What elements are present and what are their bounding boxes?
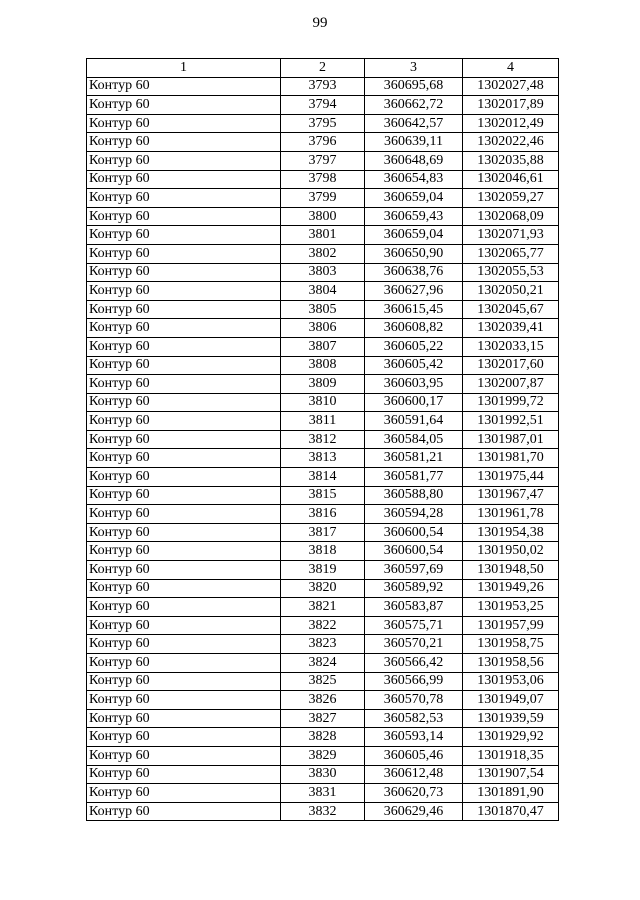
table-row <box>87 746 559 765</box>
point-number-cell: 3815 <box>281 486 365 505</box>
x-coordinate-cell: 360588,80 <box>365 486 463 505</box>
contour-name-cell: Контур 60 <box>87 746 281 765</box>
table-row <box>87 542 559 561</box>
y-coordinate-cell: 1301992,51 <box>463 412 559 431</box>
contour-name-cell: Контур 60 <box>87 505 281 524</box>
y-coordinate-cell: 1301907,54 <box>463 765 559 784</box>
point-number-cell: 3820 <box>281 579 365 598</box>
y-coordinate-cell: 1301949,26 <box>463 579 559 598</box>
contour-name-cell: Контур 60 <box>87 337 281 356</box>
table-row <box>87 77 559 96</box>
y-coordinate-cell: 1302017,89 <box>463 96 559 115</box>
point-number-cell: 3832 <box>281 802 365 821</box>
y-coordinate-cell: 1301929,92 <box>463 728 559 747</box>
point-number-cell: 3803 <box>281 263 365 282</box>
y-coordinate-cell: 1302039,41 <box>463 319 559 338</box>
y-coordinate-cell: 1301999,72 <box>463 393 559 412</box>
point-number-cell: 3810 <box>281 393 365 412</box>
point-number-cell: 3794 <box>281 96 365 115</box>
header-col-4: 4 <box>463 59 559 78</box>
x-coordinate-cell: 360581,21 <box>365 449 463 468</box>
x-coordinate-cell: 360600,17 <box>365 393 463 412</box>
point-number-cell: 3812 <box>281 430 365 449</box>
contour-name-cell: Контур 60 <box>87 728 281 747</box>
contour-name-cell: Контур 60 <box>87 765 281 784</box>
point-number-cell: 3824 <box>281 654 365 673</box>
x-coordinate-cell: 360695,68 <box>365 77 463 96</box>
y-coordinate-cell: 1301958,75 <box>463 635 559 654</box>
contour-name-cell: Контур 60 <box>87 523 281 542</box>
x-coordinate-cell: 360570,21 <box>365 635 463 654</box>
point-number-cell: 3793 <box>281 77 365 96</box>
y-coordinate-cell: 1301918,35 <box>463 746 559 765</box>
y-coordinate-cell: 1301987,01 <box>463 430 559 449</box>
contour-name-cell: Контур 60 <box>87 226 281 245</box>
x-coordinate-cell: 360605,22 <box>365 337 463 356</box>
point-number-cell: 3804 <box>281 282 365 301</box>
contour-name-cell: Контур 60 <box>87 616 281 635</box>
point-number-cell: 3796 <box>281 133 365 152</box>
table-row <box>87 579 559 598</box>
y-coordinate-cell: 1302017,60 <box>463 356 559 375</box>
x-coordinate-cell: 360591,64 <box>365 412 463 431</box>
table-row <box>87 114 559 133</box>
table-row <box>87 282 559 301</box>
header-col-2: 2 <box>281 59 365 78</box>
contour-name-cell: Контур 60 <box>87 709 281 728</box>
point-number-cell: 3822 <box>281 616 365 635</box>
x-coordinate-cell: 360593,14 <box>365 728 463 747</box>
point-number-cell: 3809 <box>281 375 365 394</box>
table-row <box>87 263 559 282</box>
table-row <box>87 319 559 338</box>
y-coordinate-cell: 1301953,06 <box>463 672 559 691</box>
contour-name-cell: Контур 60 <box>87 189 281 208</box>
y-coordinate-cell: 1302071,93 <box>463 226 559 245</box>
x-coordinate-cell: 360570,78 <box>365 691 463 710</box>
contour-name-cell: Контур 60 <box>87 114 281 133</box>
y-coordinate-cell: 1302033,15 <box>463 337 559 356</box>
y-coordinate-cell: 1302012,49 <box>463 114 559 133</box>
table-row <box>87 226 559 245</box>
y-coordinate-cell: 1302035,88 <box>463 151 559 170</box>
table-row <box>87 635 559 654</box>
contour-name-cell: Контур 60 <box>87 691 281 710</box>
contour-name-cell: Контур 60 <box>87 542 281 561</box>
point-number-cell: 3797 <box>281 151 365 170</box>
y-coordinate-cell: 1301981,70 <box>463 449 559 468</box>
contour-name-cell: Контур 60 <box>87 598 281 617</box>
contour-name-cell: Контур 60 <box>87 96 281 115</box>
y-coordinate-cell: 1301948,50 <box>463 561 559 580</box>
contour-name-cell: Контур 60 <box>87 430 281 449</box>
x-coordinate-cell: 360642,57 <box>365 114 463 133</box>
y-coordinate-cell: 1301950,02 <box>463 542 559 561</box>
table-row <box>87 802 559 821</box>
x-coordinate-cell: 360662,72 <box>365 96 463 115</box>
contour-name-cell: Контур 60 <box>87 672 281 691</box>
y-coordinate-cell: 1302045,67 <box>463 300 559 319</box>
y-coordinate-cell: 1301949,07 <box>463 691 559 710</box>
y-coordinate-cell: 1301967,47 <box>463 486 559 505</box>
table-row <box>87 96 559 115</box>
table-row <box>87 654 559 673</box>
x-coordinate-cell: 360581,77 <box>365 468 463 487</box>
x-coordinate-cell: 360600,54 <box>365 542 463 561</box>
table-row <box>87 468 559 487</box>
contour-name-cell: Контур 60 <box>87 170 281 189</box>
contour-name-cell: Контур 60 <box>87 468 281 487</box>
contour-name-cell: Контур 60 <box>87 207 281 226</box>
point-number-cell: 3806 <box>281 319 365 338</box>
x-coordinate-cell: 360659,43 <box>365 207 463 226</box>
table-row <box>87 486 559 505</box>
contour-name-cell: Контур 60 <box>87 784 281 803</box>
point-number-cell: 3811 <box>281 412 365 431</box>
x-coordinate-cell: 360629,46 <box>365 802 463 821</box>
point-number-cell: 3821 <box>281 598 365 617</box>
x-coordinate-cell: 360608,82 <box>365 319 463 338</box>
x-coordinate-cell: 360605,46 <box>365 746 463 765</box>
table-row <box>87 765 559 784</box>
point-number-cell: 3802 <box>281 244 365 263</box>
x-coordinate-cell: 360566,99 <box>365 672 463 691</box>
contour-name-cell: Контур 60 <box>87 635 281 654</box>
x-coordinate-cell: 360654,83 <box>365 170 463 189</box>
table-row <box>87 207 559 226</box>
y-coordinate-cell: 1301961,78 <box>463 505 559 524</box>
point-number-cell: 3829 <box>281 746 365 765</box>
header-row <box>87 59 559 78</box>
table-row <box>87 133 559 152</box>
x-coordinate-cell: 360648,69 <box>365 151 463 170</box>
x-coordinate-cell: 360615,45 <box>365 300 463 319</box>
table-row <box>87 709 559 728</box>
x-coordinate-cell: 360575,71 <box>365 616 463 635</box>
y-coordinate-cell: 1302027,48 <box>463 77 559 96</box>
point-number-cell: 3823 <box>281 635 365 654</box>
y-coordinate-cell: 1302046,61 <box>463 170 559 189</box>
x-coordinate-cell: 360627,96 <box>365 282 463 301</box>
x-coordinate-cell: 360594,28 <box>365 505 463 524</box>
x-coordinate-cell: 360612,48 <box>365 765 463 784</box>
point-number-cell: 3825 <box>281 672 365 691</box>
y-coordinate-cell: 1301954,38 <box>463 523 559 542</box>
table-row <box>87 728 559 747</box>
point-number-cell: 3800 <box>281 207 365 226</box>
y-coordinate-cell: 1301958,56 <box>463 654 559 673</box>
x-coordinate-cell: 360605,42 <box>365 356 463 375</box>
x-coordinate-cell: 360603,95 <box>365 375 463 394</box>
point-number-cell: 3801 <box>281 226 365 245</box>
table-row <box>87 337 559 356</box>
contour-name-cell: Контур 60 <box>87 356 281 375</box>
table-row <box>87 616 559 635</box>
table-row <box>87 523 559 542</box>
table-row <box>87 784 559 803</box>
y-coordinate-cell: 1301953,25 <box>463 598 559 617</box>
contour-name-cell: Контур 60 <box>87 449 281 468</box>
y-coordinate-cell: 1302050,21 <box>463 282 559 301</box>
page-number: 99 <box>312 15 328 31</box>
point-number-cell: 3827 <box>281 709 365 728</box>
table-row <box>87 189 559 208</box>
table-row <box>87 412 559 431</box>
table-row <box>87 300 559 319</box>
table-row <box>87 375 559 394</box>
header-col-1: 1 <box>87 59 281 78</box>
table-row <box>87 598 559 617</box>
table-row <box>87 151 559 170</box>
table-row <box>87 244 559 263</box>
contour-name-cell: Контур 60 <box>87 486 281 505</box>
table-row <box>87 449 559 468</box>
table-row <box>87 356 559 375</box>
point-number-cell: 3816 <box>281 505 365 524</box>
contour-name-cell: Контур 60 <box>87 133 281 152</box>
y-coordinate-cell: 1301891,90 <box>463 784 559 803</box>
point-number-cell: 3819 <box>281 561 365 580</box>
contour-name-cell: Контур 60 <box>87 561 281 580</box>
point-number-cell: 3795 <box>281 114 365 133</box>
x-coordinate-cell: 360583,87 <box>365 598 463 617</box>
x-coordinate-cell: 360650,90 <box>365 244 463 263</box>
table-header <box>87 59 559 78</box>
table-body <box>87 77 559 821</box>
point-number-cell: 3805 <box>281 300 365 319</box>
y-coordinate-cell: 1302022,46 <box>463 133 559 152</box>
contour-name-cell: Контур 60 <box>87 579 281 598</box>
point-number-cell: 3799 <box>281 189 365 208</box>
point-number-cell: 3818 <box>281 542 365 561</box>
contour-name-cell: Контур 60 <box>87 802 281 821</box>
y-coordinate-cell: 1302068,09 <box>463 207 559 226</box>
y-coordinate-cell: 1301870,47 <box>463 802 559 821</box>
point-number-cell: 3807 <box>281 337 365 356</box>
table-row <box>87 430 559 449</box>
point-number-cell: 3831 <box>281 784 365 803</box>
x-coordinate-cell: 360638,76 <box>365 263 463 282</box>
contour-name-cell: Контур 60 <box>87 151 281 170</box>
y-coordinate-cell: 1301957,99 <box>463 616 559 635</box>
point-number-cell: 3828 <box>281 728 365 747</box>
y-coordinate-cell: 1301975,44 <box>463 468 559 487</box>
contour-name-cell: Контур 60 <box>87 263 281 282</box>
table-row <box>87 561 559 580</box>
contour-name-cell: Контур 60 <box>87 375 281 394</box>
point-number-cell: 3826 <box>281 691 365 710</box>
y-coordinate-cell: 1302055,53 <box>463 263 559 282</box>
table-row <box>87 505 559 524</box>
contour-name-cell: Контур 60 <box>87 654 281 673</box>
contour-name-cell: Контур 60 <box>87 412 281 431</box>
point-number-cell: 3813 <box>281 449 365 468</box>
coordinates-table <box>86 58 559 821</box>
x-coordinate-cell: 360582,53 <box>365 709 463 728</box>
header-col-3: 3 <box>365 59 463 78</box>
table-row <box>87 672 559 691</box>
x-coordinate-cell: 360659,04 <box>365 189 463 208</box>
point-number-cell: 3798 <box>281 170 365 189</box>
point-number-cell: 3808 <box>281 356 365 375</box>
table-row <box>87 393 559 412</box>
x-coordinate-cell: 360584,05 <box>365 430 463 449</box>
x-coordinate-cell: 360589,92 <box>365 579 463 598</box>
table-row <box>87 691 559 710</box>
point-number-cell: 3814 <box>281 468 365 487</box>
x-coordinate-cell: 360659,04 <box>365 226 463 245</box>
y-coordinate-cell: 1302007,87 <box>463 375 559 394</box>
contour-name-cell: Контур 60 <box>87 282 281 301</box>
contour-name-cell: Контур 60 <box>87 393 281 412</box>
point-number-cell: 3817 <box>281 523 365 542</box>
y-coordinate-cell: 1301939,59 <box>463 709 559 728</box>
point-number-cell: 3830 <box>281 765 365 784</box>
contour-name-cell: Контур 60 <box>87 319 281 338</box>
x-coordinate-cell: 360639,11 <box>365 133 463 152</box>
table-row <box>87 170 559 189</box>
y-coordinate-cell: 1302059,27 <box>463 189 559 208</box>
contour-name-cell: Контур 60 <box>87 244 281 263</box>
y-coordinate-cell: 1302065,77 <box>463 244 559 263</box>
x-coordinate-cell: 360566,42 <box>365 654 463 673</box>
contour-name-cell: Контур 60 <box>87 300 281 319</box>
x-coordinate-cell: 360620,73 <box>365 784 463 803</box>
contour-name-cell: Контур 60 <box>87 77 281 96</box>
x-coordinate-cell: 360600,54 <box>365 523 463 542</box>
x-coordinate-cell: 360597,69 <box>365 561 463 580</box>
